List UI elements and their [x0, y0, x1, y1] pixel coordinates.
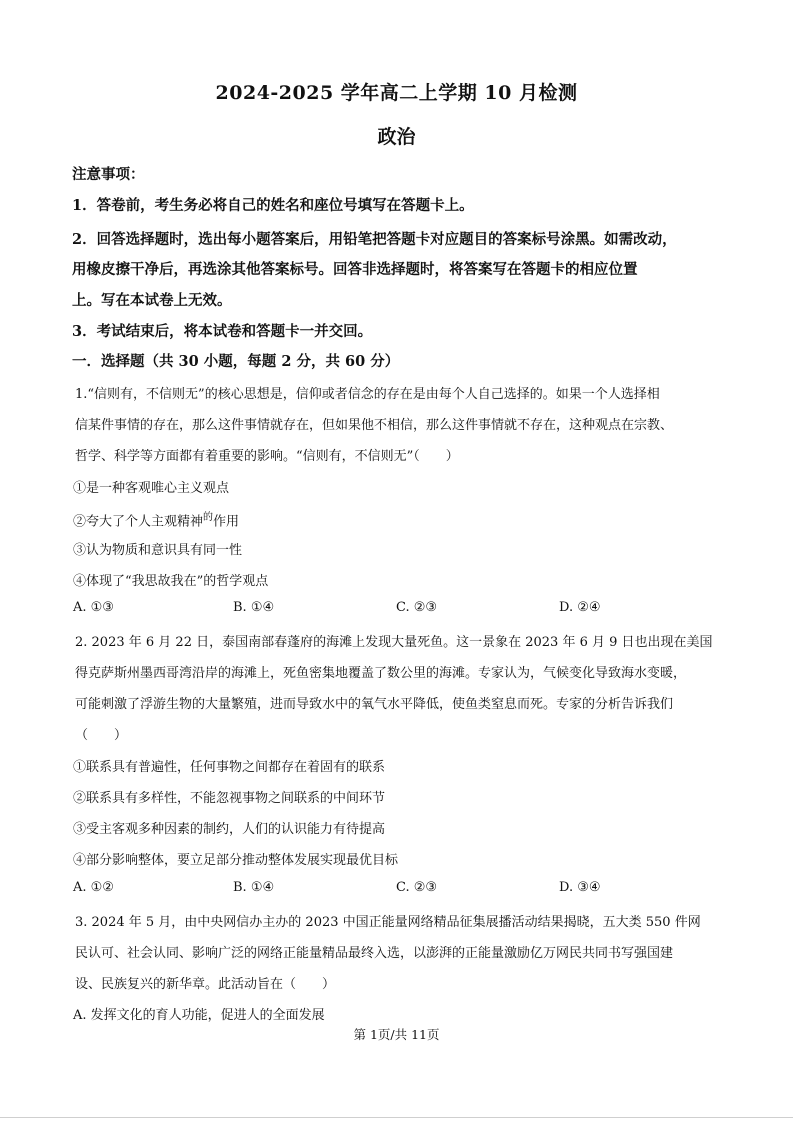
notice-heading: 注意事项： [72, 166, 145, 183]
question-1-line-1: 1.“信则有，不信则无”的核心思想是，信仰或者信念的存在是由每个人自己选择的。如果一个人选择相 [75, 387, 660, 402]
question-2-line-2: 得克萨斯州墨西哥湾沿岸的海滩上，死鱼密集地覆盖了数公里的海滩。专家认为，气候变化导致海水变暖， [75, 666, 687, 681]
exam-subject: 政治 [377, 126, 416, 148]
notice-item-3: 3．考试结束后，将本试卷和答题卡一并交回。 [72, 323, 373, 340]
question-1-line-2: 信某件事情的存在，那么这件事情就存在，但如果他不相信，那么这件事情就不存在，这种观点在宗教、 [75, 418, 674, 433]
question-2-choice-c: C. ②③ [396, 880, 438, 895]
question-1-choice-c: C. ②③ [396, 600, 438, 615]
question-2-statement-1: ①联系具有普遍性，任何事物之间都存在着固有的联系 [73, 760, 386, 775]
notice-item-2-end: 上。写在本试卷上无效。 [72, 292, 232, 309]
question-1-statement-2-sup: 的 [203, 512, 214, 523]
question-1-statement-1: ①是一种客观唯心主义观点 [73, 481, 230, 496]
question-2-choice-d: D. ③④ [559, 880, 601, 895]
question-1-choice-a: A. ①③ [73, 600, 114, 615]
question-2-line-3: 可能刺激了浮游生物的大量繁殖，进而导致水中的氧气水平降低，使鱼类窒息而死。专家的分析告诉我们 [75, 697, 674, 712]
question-1-statement-2: ②夸大了个人主观精神$^的$作用 [73, 512, 240, 530]
notice-item-2-cont: 用橡皮擦干净后，再选涂其他答案标号。回答非选择题时，将答案写在答题卡的相应位置 [72, 261, 638, 278]
question-2-statement-2: ②联系具有多样性，不能忽视事物之间联系的中间环节 [73, 791, 386, 806]
question-1-statement-4: ④体现了“我思故我在”的哲学观点 [73, 574, 269, 589]
question-2-statement-4: ④部分影响整体，要立足部分推动整体发展实现最优目标 [73, 853, 399, 868]
notice-item-2: 2．回答选择题时，选出每小题答案后，用铅笔把答题卡对应题目的答案标号涂黑。如需改动， [72, 231, 677, 248]
question-1-statement-3: ③认为物质和意识具有同一性 [73, 543, 243, 558]
page-bottom-divider [0, 1117, 793, 1118]
question-2-line-1: 2. 2023 年 6 月 22 日，泰国南部春蓬府的海滩上发现大量死鱼。这一景象在 2023 年 6 月 9 日也出现在美国 [75, 635, 713, 650]
page-number: 第 1页/共 11页 [353, 1027, 440, 1042]
question-2-statement-3: ③受主客观多种因素的制约，人们的认识能力有待提高 [73, 822, 386, 837]
question-2-line-4: （ ） [75, 728, 128, 743]
question-2-choice-b: B. ①④ [233, 880, 275, 895]
question-3-line-2: 民认可、社会认同、影响广泛的网络正能量精品最终入选，以澎湃的正能量激励亿万网民共同书写强国建 [75, 946, 674, 961]
question-2-choice-a: A. ①② [73, 880, 114, 895]
question-1-choice-b: B. ①④ [233, 600, 275, 615]
notice-item-1: 1．答卷前，考生务必将自己的姓名和座位号填写在答题卡上。 [72, 197, 474, 214]
question-1-line-3: 哲学、科学等方面都有着重要的影响。“信则有，不信则无”（ ） [75, 449, 459, 464]
question-3-line-1: 3. 2024 年 5 月，由中央网信办主办的 2023 中国正能量网络精品征集展播活动结果揭晓，五大类 550 件网 [75, 915, 701, 930]
question-3-choice-a: A. 发挥文化的育人功能，促进人的全面发展 [73, 1008, 325, 1023]
exam-title: 2024-2025 学年高二上学期 10 月检测 [215, 82, 578, 104]
question-2-choices [73, 880, 713, 900]
question-1-choices [73, 600, 713, 620]
question-3-line-3: 设、民族复兴的新华章。此活动旨在（ ） [75, 977, 336, 992]
question-1-choice-d: D. ②④ [559, 600, 601, 615]
section-heading: 一．选择题（共 30 小题，每题 2 分，共 60 分） [72, 353, 400, 370]
